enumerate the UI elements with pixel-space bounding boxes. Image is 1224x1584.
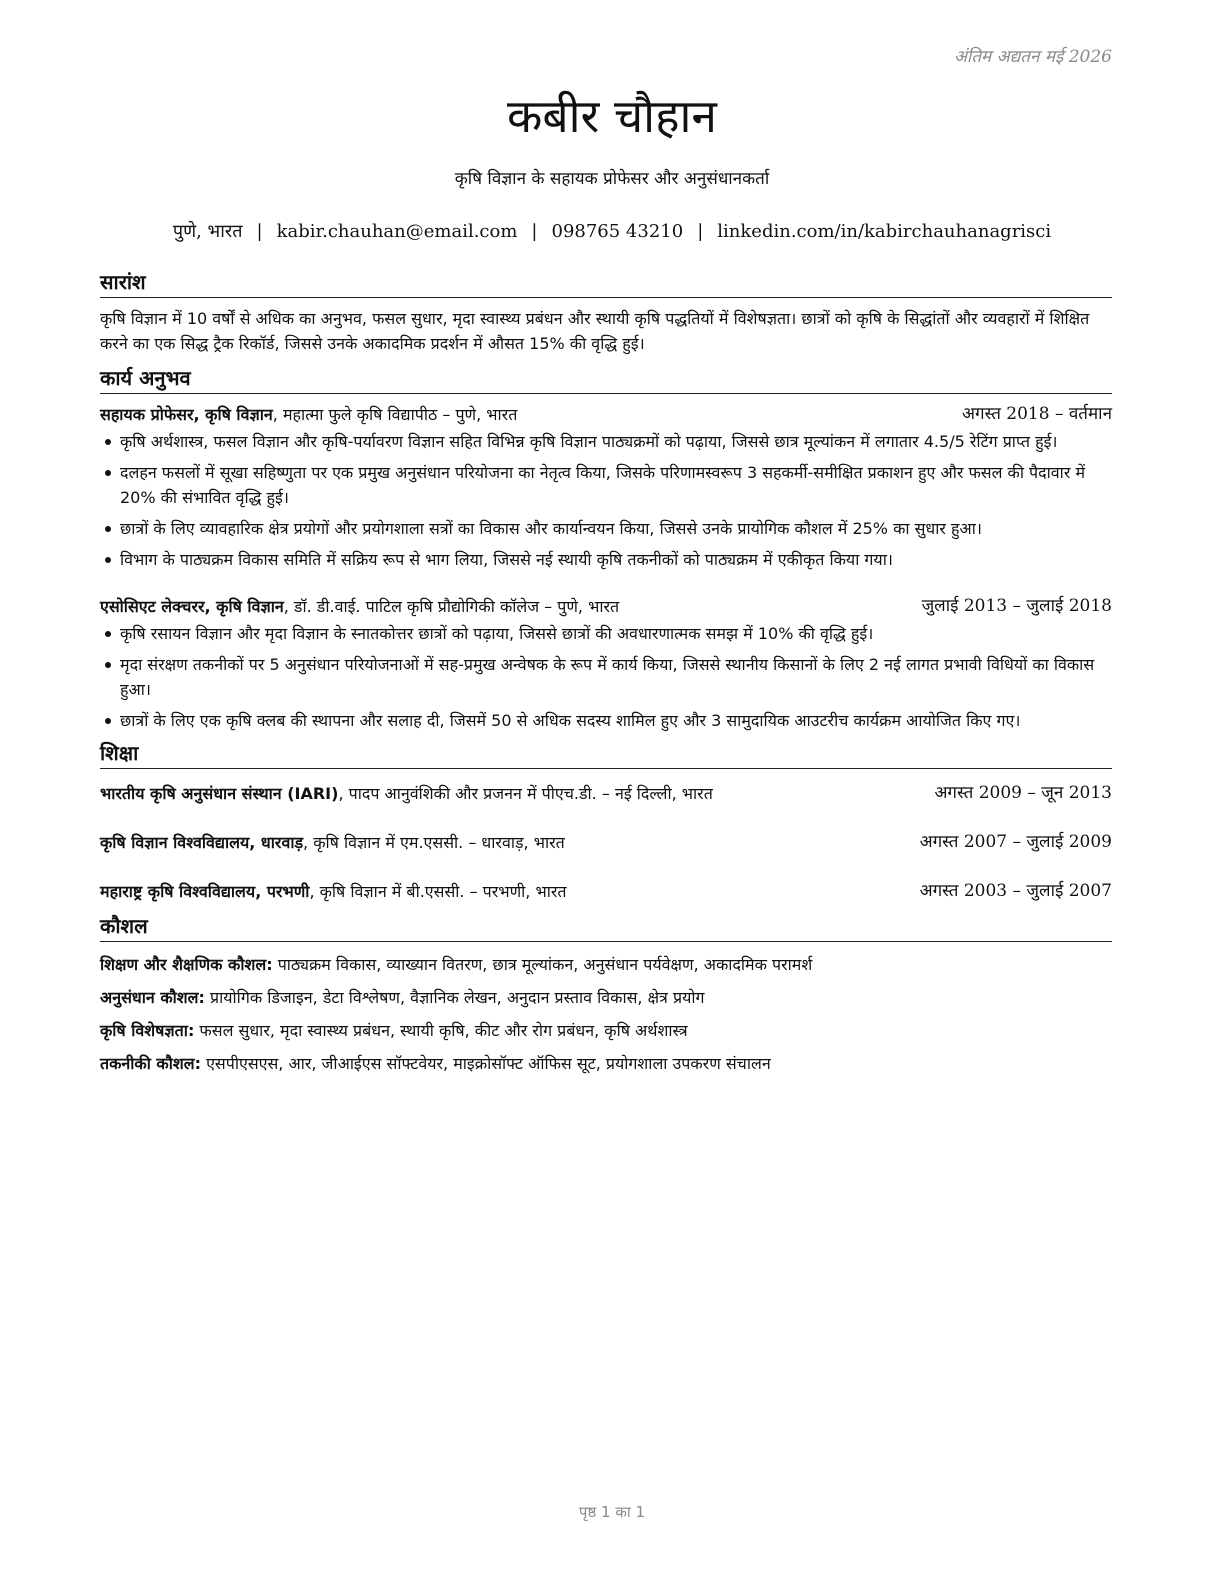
education-entry xyxy=(100,879,1112,904)
summary-section xyxy=(100,268,1112,356)
education-detail: , पादप आनुवंशिकी और प्रजनन में पीएच.डी. – नई दिल्ली, भारत xyxy=(338,784,713,803)
job-title-line xyxy=(100,594,619,619)
skill-value: प्रायोगिक डिजाइन, डेटा विश्लेषण, वैज्ञानिक लेखन, अनुदान प्रस्ताव विकास, क्षेत्र प्रयोग xyxy=(204,988,705,1007)
contact-separator: | xyxy=(697,221,704,242)
education-detail: , कृषि विज्ञान में बी.एससी. – परभणी, भारत xyxy=(309,882,567,901)
education-entry xyxy=(100,781,1112,806)
skill-value: पाठ्यक्रम विकास, व्याख्यान वितरण, छात्र मूल्यांकन, अनुसंधान पर्यवेक्षण, अकादमिक परामर्श xyxy=(272,955,813,974)
job-role: एसोसिएट लेक्चरर, कृषि विज्ञान xyxy=(100,597,284,616)
education-institution: भारतीय कृषि अनुसंधान संस्थान (IARI) xyxy=(100,784,339,803)
contact-email[interactable]: kabir.chauhan@email.com xyxy=(276,221,518,242)
skill-value: एसपीएसएस, आर, जीआईएस सॉफ्टवेयर, माइक्रोसॉफ्ट ऑफिस सूट, प्रयोगशाला उपकरण संचालन xyxy=(201,1054,771,1073)
education-line xyxy=(100,830,565,855)
bullet-item: छात्रों के लिए एक कृषि क्लब की स्थापना और सलाह दी, जिसमें 50 से अधिक सदस्य शामिल हुए और 3 सामुदायिक आउटरीच कार्यक्रम आयोजित किए गए। xyxy=(100,708,1112,733)
section-title-experience: कार्य अनुभव xyxy=(100,364,1112,394)
education-dates: अगस्त 2007 – जुलाई 2009 xyxy=(919,832,1112,852)
contact-linkedin[interactable]: linkedin.com/in/kabirchauhanagrisci xyxy=(717,221,1052,242)
education-institution: कृषि विज्ञान विश्वविद्यालय, धारवाड़ xyxy=(100,833,304,852)
job-role: सहायक प्रोफेसर, कृषि विज्ञान xyxy=(100,405,273,424)
education-institution: महाराष्ट्र कृषि विश्वविद्यालय, परभणी xyxy=(100,882,310,901)
experience-section xyxy=(100,364,1112,733)
education-dates: अगस्त 2009 – जून 2013 xyxy=(934,783,1112,803)
summary-text: कृषि विज्ञान में 10 वर्षों से अधिक का अनुभव, फसल सुधार, मृदा स्वास्थ्य प्रबंधन और स्थायी कृषि पद्धतियों में विशेषज्ञता। छात्रों को कृषि के सिद्धांतों और व्यवहारों में शिक्षित करने का एक सिद्ध ट्रैक रिकॉर्ड, जिससे उनके अकादमिक प्रदर्शन में औसत 15% की वृद्धि हुई। xyxy=(100,309,1090,353)
skill-label: कृषि विशेषज्ञता: xyxy=(100,1021,195,1040)
bullet-item: मृदा संरक्षण तकनीकों पर 5 अनुसंधान परियोजनाओं में सह-प्रमुख अन्वेषक के रूप में कार्य किया, जिससे स्थानीय किसानों के लिए 2 नई लागत प्रभावी विधियों का विकास हुआ। xyxy=(100,652,1112,702)
job-bullets xyxy=(100,621,1112,733)
tagline: कृषि विज्ञान के सहायक प्रोफेसर और अनुसंधानकर्ता xyxy=(454,169,770,189)
skill-label: शिक्षण और शैक्षणिक कौशल: xyxy=(100,955,273,974)
education-line xyxy=(100,781,713,806)
contact-separator: | xyxy=(531,221,538,242)
education-detail: , कृषि विज्ञान में एम.एससी. – धारवाड़, भारत xyxy=(303,833,565,852)
job-bullets xyxy=(100,429,1112,572)
education-dates: अगस्त 2003 – जुलाई 2007 xyxy=(919,881,1112,901)
skills-section xyxy=(100,912,1112,1076)
job-entry xyxy=(100,402,1112,572)
skill-row xyxy=(100,1051,1112,1076)
skill-label: अनुसंधान कौशल: xyxy=(100,988,205,1007)
bullet-item: कृषि अर्थशास्त्र, फसल विज्ञान और कृषि-पर्यावरण विज्ञान सहित विभिन्न कृषि विज्ञान पाठ्यक्रमों को पढ़ाया, जिससे छात्र मूल्यांकन में लगातार 4.5/5 रेटिंग प्राप्त हुई। xyxy=(100,429,1112,454)
job-dates: जुलाई 2013 – जुलाई 2018 xyxy=(921,596,1112,616)
page-title: कबीर चौहान xyxy=(507,89,717,143)
contact-line xyxy=(0,218,1224,246)
page-number: पृष्ठ 1 का 1 xyxy=(578,1503,646,1521)
bullet-item: कृषि रसायन विज्ञान और मृदा विज्ञान के स्नातकोत्तर छात्रों को पढ़ाया, जिससे छात्रों की अवधारणात्मक समझ में 10% की वृद्धि हुई। xyxy=(100,621,1112,646)
job-org: , डॉ. डी.वाई. पाटिल कृषि प्रौद्योगिकी कॉलेज – पुणे, भारत xyxy=(283,597,620,616)
education-line xyxy=(100,879,567,904)
job-entry xyxy=(100,594,1112,733)
skill-row xyxy=(100,985,1112,1010)
bullet-item: दलहन फसलों में सूखा सहिष्णुता पर एक प्रमुख अनुसंधान परियोजना का नेतृत्व किया, जिसके परिणामस्वरूप 3 सहकर्मी-समीक्षित प्रकाशन हुए और फसल की पैदावार में 20% की संभावित वृद्धि हुई। xyxy=(100,460,1112,510)
contact-separator: | xyxy=(256,221,263,242)
education-entry xyxy=(100,830,1112,855)
skill-row xyxy=(100,1018,1112,1043)
resume-body xyxy=(100,268,1112,1084)
last-updated: अंतिम अद्यतन मई 2026 xyxy=(953,47,1112,67)
bullet-item: विभाग के पाठ्यक्रम विकास समिति में सक्रिय रूप से भाग लिया, जिससे नई स्थायी कृषि तकनीकों को पाठ्यक्रम में एकीकृत किया गया। xyxy=(100,547,1112,572)
contact-phone: 098765 43210 xyxy=(551,221,684,242)
section-title-summary: सारांश xyxy=(100,268,1112,298)
skill-label: तकनीकी कौशल: xyxy=(100,1054,201,1073)
skill-row xyxy=(100,952,1112,977)
job-org: , महात्मा फुले कृषि विद्यापीठ – पुणे, भारत xyxy=(272,405,518,424)
section-title-skills: कौशल xyxy=(100,912,1112,942)
contact-location: पुणे, भारत xyxy=(172,221,243,242)
job-dates: अगस्त 2018 – वर्तमान xyxy=(962,404,1112,424)
education-section xyxy=(100,739,1112,904)
bullet-item: छात्रों के लिए व्यावहारिक क्षेत्र प्रयोगों और प्रयोगशाला सत्रों का विकास और कार्यान्वयन किया, जिससे उनके प्रायोगिक कौशल में 25% का सुधार हुआ। xyxy=(100,516,1112,541)
skill-value: फसल सुधार, मृदा स्वास्थ्य प्रबंधन, स्थायी कृषि, कीट और रोग प्रबंधन, कृषि अर्थशास्त्र xyxy=(194,1021,688,1040)
job-header xyxy=(100,402,1112,427)
job-title-line xyxy=(100,402,517,427)
job-header xyxy=(100,594,1112,619)
section-title-education: शिक्षा xyxy=(100,739,1112,769)
